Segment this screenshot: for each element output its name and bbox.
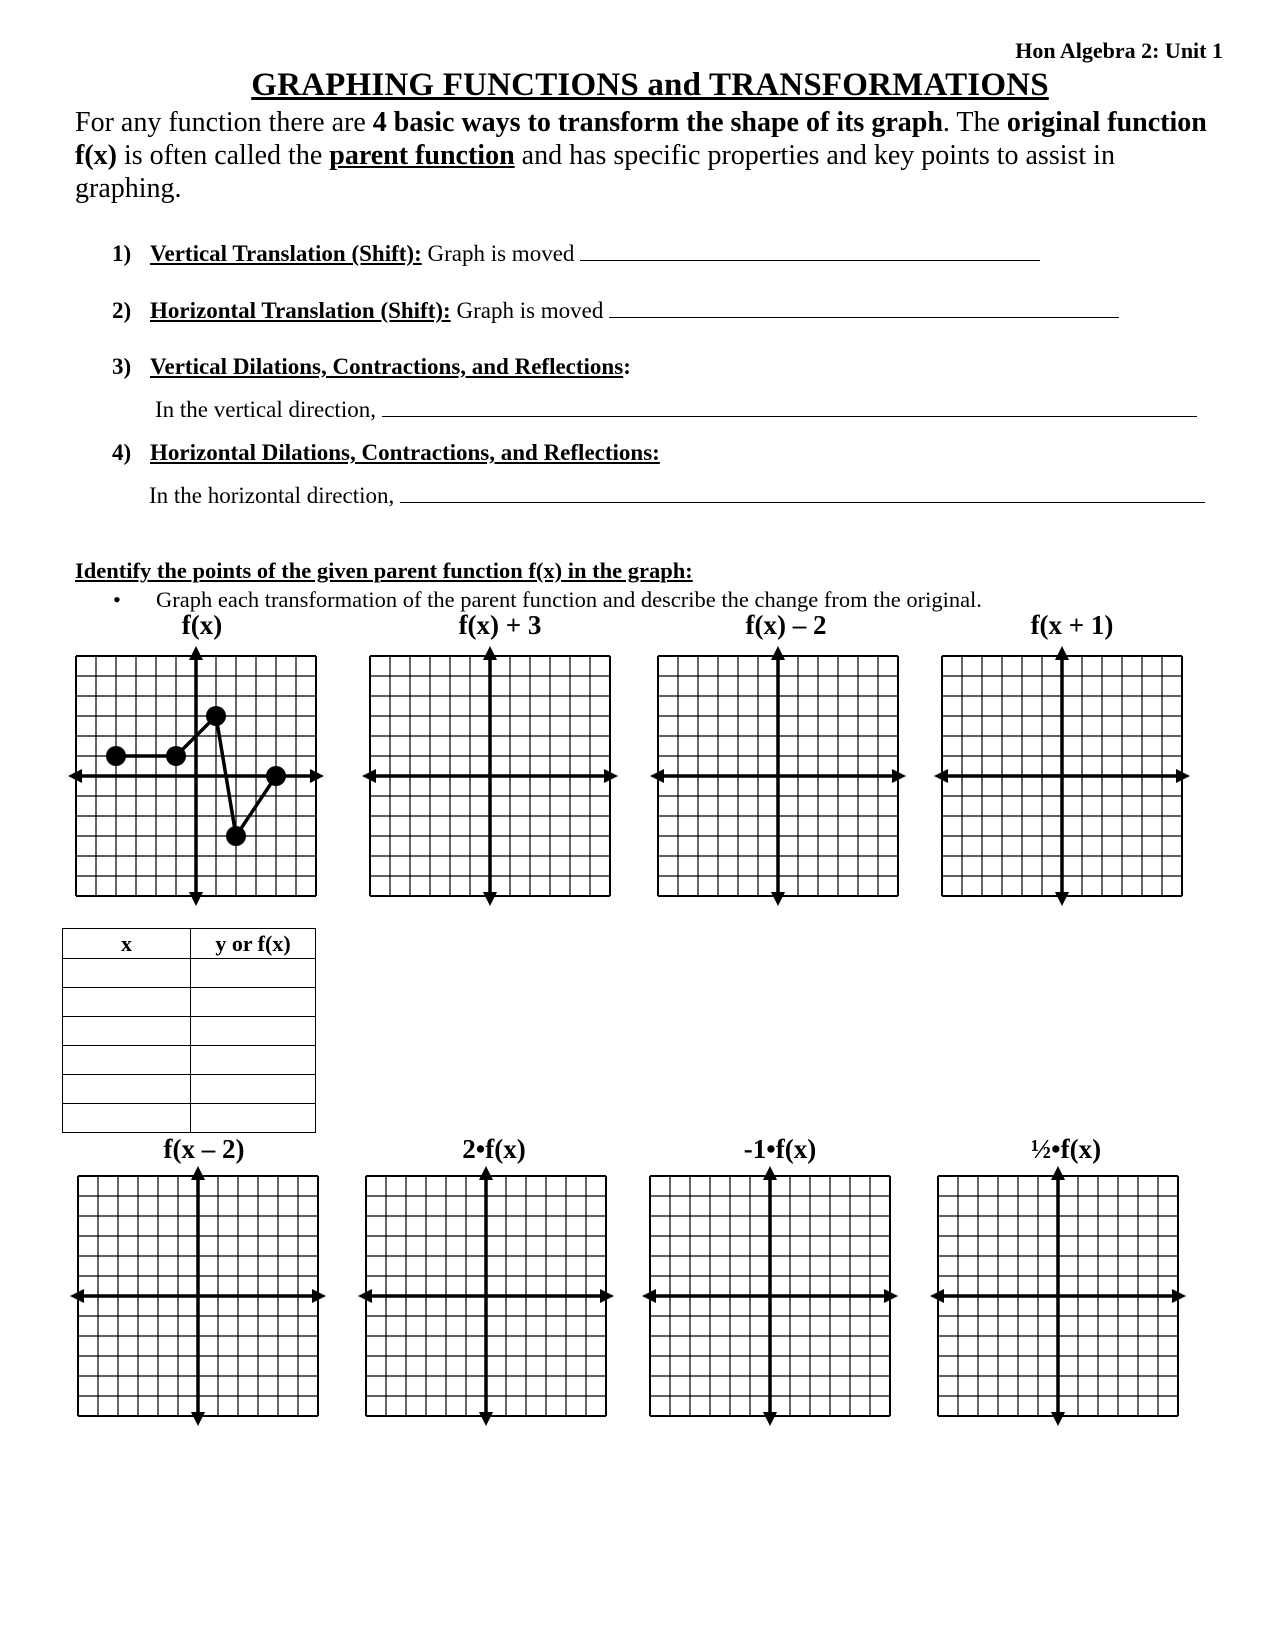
table-cell-y[interactable]: [191, 1104, 316, 1133]
y-axis-down-arrow-icon: [1051, 1412, 1065, 1426]
y-axis-up-arrow-icon: [763, 1166, 777, 1180]
item-number: 2): [112, 298, 132, 323]
intro-bold-1: 4 basic ways to transform the shape of its graph: [372, 107, 943, 138]
table-cell-x[interactable]: [63, 1075, 191, 1104]
y-axis-up-arrow-icon: [191, 1166, 205, 1180]
table-cell-y[interactable]: [191, 1075, 316, 1104]
graph-grid-fx-plus-3[interactable]: [364, 648, 622, 918]
graph-label-fx-minus-2-shift: f(x – 2): [163, 1134, 245, 1164]
table-row: [63, 988, 316, 1017]
data-point: [106, 746, 126, 766]
y-axis-up-arrow-icon: [189, 646, 203, 660]
table-row: [63, 1104, 316, 1133]
answer-blank[interactable]: [609, 299, 1119, 318]
bullet-dot-icon: •: [113, 587, 121, 612]
table-cell-y[interactable]: [191, 1046, 316, 1075]
graph-grid-neg1fx[interactable]: [644, 1168, 902, 1438]
table-cell-x[interactable]: [63, 988, 191, 1017]
data-point: [166, 746, 186, 766]
intro-text-4: and has specific properties and key points to assist in graphing.: [75, 140, 1115, 204]
item-heading: Vertical Dilations, Contractions, and Reflections: [150, 354, 624, 379]
graph-label-2fx: 2•f(x): [462, 1134, 526, 1164]
y-axis-up-arrow-icon: [771, 646, 785, 660]
y-axis-down-arrow-icon: [483, 892, 497, 906]
graph-label-fx-minus-2: f(x) – 2: [745, 610, 827, 640]
data-point: [226, 826, 246, 846]
item-horizontal-dilations: [112, 440, 660, 466]
intro-text-2: . The: [942, 107, 1007, 138]
y-axis-down-arrow-icon: [479, 1412, 493, 1426]
item-text: Graph is moved: [421, 241, 581, 266]
graph-label-fx: f(x): [181, 610, 223, 640]
data-point: [206, 706, 226, 726]
intro-text-3: is often called the: [116, 140, 330, 171]
table-cell-x[interactable]: [63, 1046, 191, 1075]
intro-underline-parent-function: parent function: [329, 140, 515, 171]
item-heading: Horizontal Translation (Shift):: [150, 298, 451, 323]
graph-grid-fx-minus-2[interactable]: [652, 648, 910, 918]
table-row: [63, 959, 316, 988]
answer-blank[interactable]: [580, 242, 1040, 261]
graph-grid-halffx[interactable]: [932, 1168, 1190, 1438]
table-header-y: y or f(x): [191, 929, 316, 959]
item-heading: Horizontal Dilations, Contractions, and Reflections:: [150, 440, 660, 465]
graph-label-fx-plus-3: f(x) + 3: [458, 610, 542, 640]
answer-blank[interactable]: [400, 484, 1205, 503]
item-number: 3): [112, 354, 132, 379]
table-cell-x[interactable]: [63, 959, 191, 988]
course-header: Hon Algebra 2: Unit 1: [1015, 38, 1223, 63]
y-axis-down-arrow-icon: [189, 892, 203, 906]
document-title: GRAPHING FUNCTIONS and TRANSFORMATIONS: [251, 67, 1049, 103]
xy-table: [62, 928, 316, 1133]
graph-grid-fx-plus-1[interactable]: [936, 648, 1194, 918]
table-header-x: x: [63, 929, 191, 959]
intro-text-1: For any function there are: [75, 107, 373, 138]
intro-paragraph: [75, 106, 1225, 205]
bullet-text: Graph each transformation of the parent function and describe the change from the original.: [156, 587, 982, 612]
y-axis-down-arrow-icon: [771, 892, 785, 906]
identify-instruction: Identify the points of the given parent function f(x) in the graph:: [75, 558, 693, 583]
graph-label-fx-plus-1: f(x + 1): [1030, 610, 1114, 640]
table-header-row: [63, 929, 316, 959]
y-axis-up-arrow-icon: [483, 646, 497, 660]
table-row: [63, 1075, 316, 1104]
graph-grid-fx: [70, 648, 328, 918]
graph-label-halffx: ½•f(x): [1030, 1134, 1102, 1164]
item-colon: :: [623, 354, 631, 379]
vertical-direction-line: [155, 397, 1197, 423]
y-axis-up-arrow-icon: [1055, 646, 1069, 660]
table-cell-y[interactable]: [191, 988, 316, 1017]
table-cell-y[interactable]: [191, 959, 316, 988]
table-cell-x[interactable]: [63, 1017, 191, 1046]
table-row: [63, 1017, 316, 1046]
graph-grid-fx-minus-2-shift[interactable]: [72, 1168, 330, 1438]
sub-text: In the vertical direction,: [155, 397, 382, 422]
item-horizontal-translation: [112, 298, 1119, 324]
y-axis-up-arrow-icon: [1051, 1166, 1065, 1180]
answer-blank[interactable]: [382, 398, 1197, 417]
y-axis-up-arrow-icon: [479, 1166, 493, 1180]
table-cell-x[interactable]: [63, 1104, 191, 1133]
intro-bold-2: original function f(x): [75, 107, 1207, 171]
graph-label-neg1fx: -1•f(x): [743, 1134, 817, 1164]
item-text: Graph is moved: [450, 298, 610, 323]
horizontal-direction-line: [149, 483, 1205, 509]
item-heading: Vertical Translation (Shift):: [150, 241, 422, 266]
y-axis-down-arrow-icon: [191, 1412, 205, 1426]
table-row: [63, 1046, 316, 1075]
table-cell-y[interactable]: [191, 1017, 316, 1046]
item-vertical-dilations: [112, 354, 631, 380]
item-vertical-translation: [112, 241, 1040, 267]
graph-grid-2fx[interactable]: [360, 1168, 618, 1438]
y-axis-down-arrow-icon: [763, 1412, 777, 1426]
y-axis-down-arrow-icon: [1055, 892, 1069, 906]
item-number: 4): [112, 440, 132, 465]
data-point: [266, 766, 286, 786]
item-number: 1): [112, 241, 132, 266]
sub-text: In the horizontal direction,: [149, 483, 401, 508]
